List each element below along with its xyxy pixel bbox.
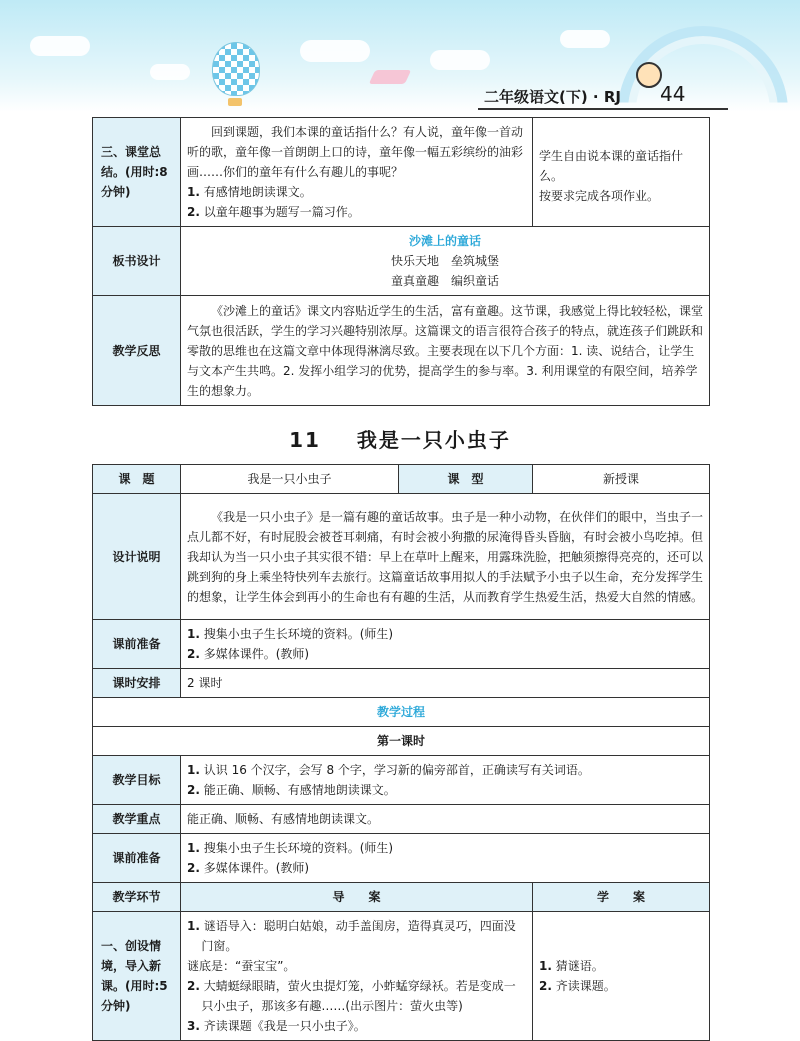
reflection-text: 《沙滩上的童话》课文内容贴近学生的生活，富有童趣。这节课，我感觉上得比较轻松，课堂气氛也很活跃，学生的学习兴趣特别浓厚。这篇课文的语言很符合孩子的特点，就连孩子们跳跃和零散的思维也在这篇文章中体现得淋漓尽致。主要表现在以下几个方面：1. 读、说结合，让学生与文本产生共鸣。2. 发挥小组学习的优势，提高学生的参与率。3. 利用课堂的有限空间，培养学生的想象力。 [181, 296, 710, 406]
study-label: 学 案 [533, 883, 710, 912]
summary-guide-para: 回到课题，我们本课的童话指什么？有人说，童年像一首动听的歌，童年像一首朗朗上口的诗，童年像一幅五彩缤纷的油彩画……你们的童年有什么有趣儿的事呢？ [187, 125, 524, 179]
focus-row [93, 805, 710, 834]
schedule-label: 课时安排 [93, 669, 181, 698]
balloon-basket-icon [228, 98, 242, 106]
page-number: 44 [660, 82, 686, 106]
prep-label: 课前准备 [93, 620, 181, 669]
intro-label: 一、创设情境，导入新课。(用时:5分钟) [93, 912, 181, 1041]
design-row [93, 494, 710, 620]
list-item: 1. 有感情地朗读课文。 [187, 185, 312, 199]
period-row [93, 727, 710, 756]
book-label: 二年级语文(下) · RJ [484, 88, 621, 106]
process-title: 教学过程 [93, 698, 710, 727]
child-telescope-icon [636, 62, 662, 88]
topic-value: 我是一只小虫子 [181, 465, 399, 494]
reflection-label: 教学反思 [93, 296, 181, 406]
prep2-label: 课前准备 [93, 834, 181, 883]
list-item: 3. 齐读课题《我是一只小虫子》。 [187, 1019, 366, 1033]
prep2-content [181, 834, 710, 883]
summary-guide [181, 118, 533, 227]
cloud-decoration [560, 30, 610, 48]
guide-label: 导 案 [181, 883, 533, 912]
schedule-row [93, 669, 710, 698]
goal-label: 教学目标 [93, 756, 181, 805]
intro-study [533, 912, 710, 1041]
cloud-decoration [150, 64, 190, 80]
first-period: 第一课时 [93, 727, 710, 756]
topic-row [93, 465, 710, 494]
list-item: 2. 齐读课题。 [539, 979, 616, 993]
goal-row [93, 756, 710, 805]
board-row [93, 227, 710, 296]
list-item: 1. 搜集小虫子生长环境的资料。(师生) [187, 627, 394, 641]
cloud-decoration [30, 36, 90, 56]
lesson-number: 11 [289, 428, 321, 452]
list-item: 1. 搜集小虫子生长环境的资料。(师生) [187, 841, 394, 855]
board-line: 童真童趣 编织童话 [390, 274, 499, 288]
step-label: 教学环节 [93, 883, 181, 912]
hot-air-balloon-icon [212, 42, 260, 96]
board-content [181, 227, 710, 296]
topic-label: 课 题 [93, 465, 181, 494]
lesson-title [0, 424, 800, 453]
reflection-row [93, 296, 710, 406]
board-label: 板书设计 [93, 227, 181, 296]
intro-row [93, 912, 710, 1041]
list-item: 2. 多媒体课件。(教师) [187, 861, 310, 875]
board-title: 沙滩上的童话 [408, 234, 481, 248]
intro-guide [181, 912, 533, 1041]
prep-content [181, 620, 710, 669]
list-item: 谜底是：“蚕宝宝”。 [187, 959, 296, 973]
summary-label: 三、课堂总结。(用时:8分钟) [93, 118, 181, 227]
type-label: 课 型 [399, 465, 533, 494]
process-row [93, 698, 710, 727]
focus-label: 教学重点 [93, 805, 181, 834]
prep2-row [93, 834, 710, 883]
design-text: 《我是一只小虫子》是一篇有趣的童话故事。虫子是一种小动物，在伙伴们的眼中，当虫子一点儿都不好，有时屁股会被苍耳刺痛，有时会被小狗撒的尿淹得昏头昏脑，有时会被小鸟吃掉。但我却认为当一只小虫子其实很不错：早上在草叶上醒来，用露珠洗脸，把触须擦得亮亮的，还可以跳到狗的身上乘坐特快列车去旅行。这篇童话故事用拟人的手法赋予小虫子以生命，充分发挥学生的想象，让学生体会到再小的生命也有有趣的生活，从而教育学生热爱生活，热爱大自然的情感。 [181, 494, 710, 620]
columns-header-row [93, 883, 710, 912]
cloud-decoration [430, 50, 490, 70]
list-item: 2. 多媒体课件。(教师) [187, 647, 310, 661]
lesson-name: 我是一只小虫子 [356, 428, 511, 452]
summary-row [93, 118, 710, 227]
cloud-decoration [300, 40, 370, 62]
header-rule [478, 108, 728, 110]
list-item: 2. 能正确、顺畅、有感情地朗读课文。 [187, 783, 396, 797]
list-item: 2. 以童年趣事为题写一篇习作。 [187, 205, 360, 219]
design-label: 设计说明 [93, 494, 181, 620]
previous-lesson-table [92, 117, 710, 406]
board-line: 快乐天地 垒筑城堡 [390, 254, 499, 268]
list-item: 1. 认识 16 个汉字，会写 8 个字，学习新的偏旁部首，正确读写有关词语。 [187, 763, 590, 777]
list-item: 2. 大蜻蜓绿眼睛，萤火虫提灯笼，小蚱蜢穿绿袄。若是变成一只小虫子，那该多有趣……(出示图片：萤火虫等) [187, 979, 516, 1013]
focus-value: 能正确、顺畅、有感情地朗读课文。 [181, 805, 710, 834]
schedule-value: 2 课时 [181, 669, 710, 698]
kite-icon [369, 70, 412, 84]
list-item: 1. 谜语导入：聪明白姑娘，动手盖闺房，造得真灵巧，四面没门窗。 [187, 919, 516, 953]
lesson-plan-table [92, 464, 710, 1041]
prep-row [93, 620, 710, 669]
type-value: 新授课 [533, 465, 710, 494]
list-item: 1. 猜谜语。 [539, 959, 604, 973]
summary-student: 学生自由说本课的童话指什么。 按要求完成各项作业。 [533, 118, 710, 227]
goal-content [181, 756, 710, 805]
